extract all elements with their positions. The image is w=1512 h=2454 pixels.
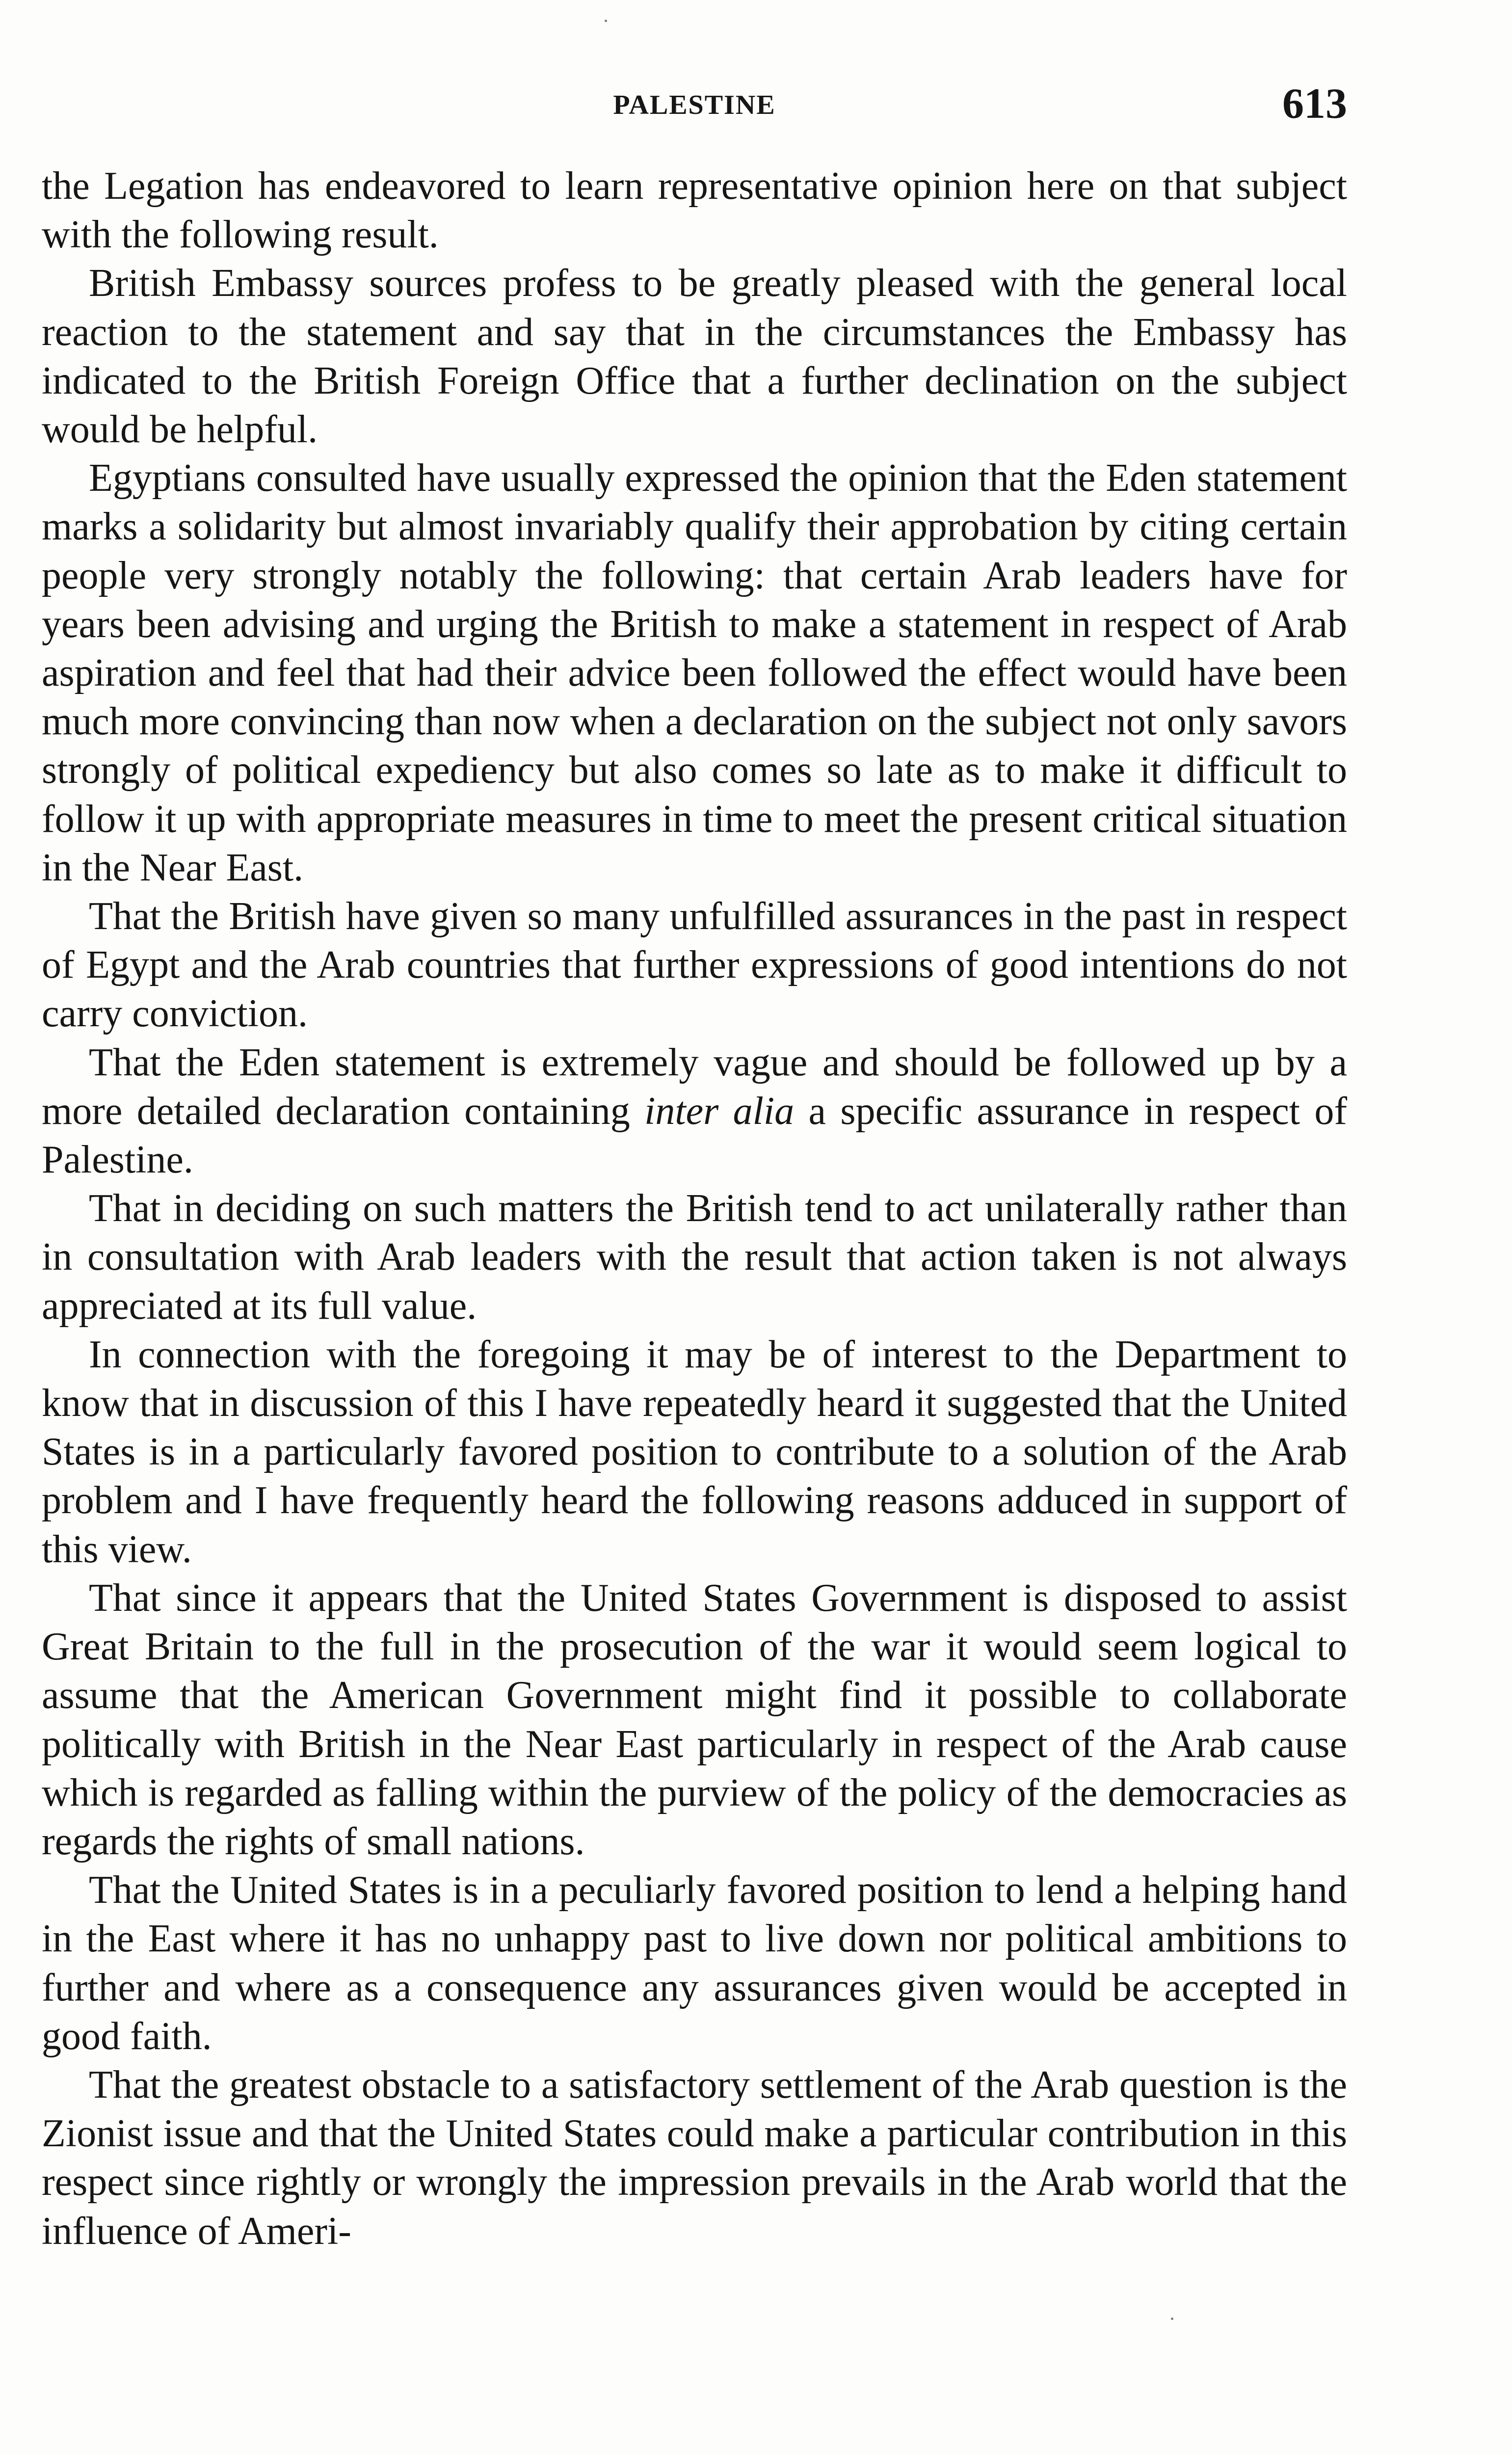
paragraph-act-unilaterally: That in deciding on such matters the British tend to act unilaterally rather than in consultation with Arab leaders with the result that action taken is not always appreciated at its full value. — [42, 1187, 1347, 1328]
paragraph-text-before-italic: That the Eden statement is extremely vague and should be followed up by a more detailed declaration containing — [42, 1040, 1347, 1133]
body-text — [42, 162, 1347, 2256]
paragraph-zionist-issue: That the greatest obstacle to a satisfactory settlement of the Arab question is the Zionist issue and that the United States could make a particular contribution in this respect since rightly or wrongly the impression prevails in the Arab world that the influence of Ameri- — [42, 2063, 1347, 2253]
page-number: 613 — [1282, 80, 1347, 128]
italic-phrase: inter alia — [644, 1089, 795, 1133]
scan-speck — [605, 20, 607, 22]
paragraph-egyptians-consulted: Egyptians consulted have usually expressed the opinion that the Eden statement marks a solidarity but almost invariably qualify their approbation by citing certain people very strongly notably the following: that certain Arab leaders have for years been advising and urging the British to make a statement in respect of Arab aspiration and feel that had their advice been followed the effect would have been much more convincing than now when a declaration on the subject not only savors strongly of political expediency but also comes so late as to make it difficult to follow it up with appropriate measures in time to meet the present critical situation in the Near East. — [42, 456, 1347, 889]
paragraph-us-favored-position: That the United States is in a peculiarly favored position to lend a helping hand in the East where it has no unhappy past to live down nor political ambitions to further and where as a consequence any assurances given would be accepted in good faith. — [42, 1868, 1347, 2058]
paragraph-unfulfilled-assurances: That the British have given so many unfulfilled assurances in the past in respect of Egypt and the Arab countries that further expressions of good intentions do not carry conviction. — [42, 895, 1347, 1036]
paragraph-british-embassy: British Embassy sources profess to be greatly pleased with the general local reaction to the statement and say that in the circumstances the Embassy has indicated to the British Foreign Office that a further declination on the subject would be helpful. — [42, 262, 1347, 452]
paragraph-us-disposed-to-assist: That since it appears that the United States Government is disposed to assist Great Britain to the full in the prosecution of the war it would seem logical to assume that the American Government might find it possible to collaborate politically with British in the Near East particularly in respect of the Arab cause which is regarded as falling within the purview of the policy of the democracies as regards the rights of small nations. — [42, 1576, 1347, 1863]
scan-speck — [1171, 2318, 1173, 2320]
paragraph-connection-foregoing: In connection with the foregoing it may be of interest to the Department to know that in discussion of this I have repeatedly heard it suggested that the United States is in a particularly favored position to contribute to a solution of the Arab problem and I have frequently heard the following reasons adduced in support of this view. — [42, 1333, 1347, 1571]
paragraph-continuation: the Legation has endeavored to learn representative opinion here on that subject with the following result. — [42, 164, 1347, 257]
running-header — [42, 74, 1347, 147]
running-title: PALESTINE — [613, 90, 776, 120]
paragraph-eden-statement-vague — [42, 1039, 1347, 1185]
paragraph-text-after-italic: a specific assurance in respect of Palestine. — [42, 1089, 1348, 1182]
